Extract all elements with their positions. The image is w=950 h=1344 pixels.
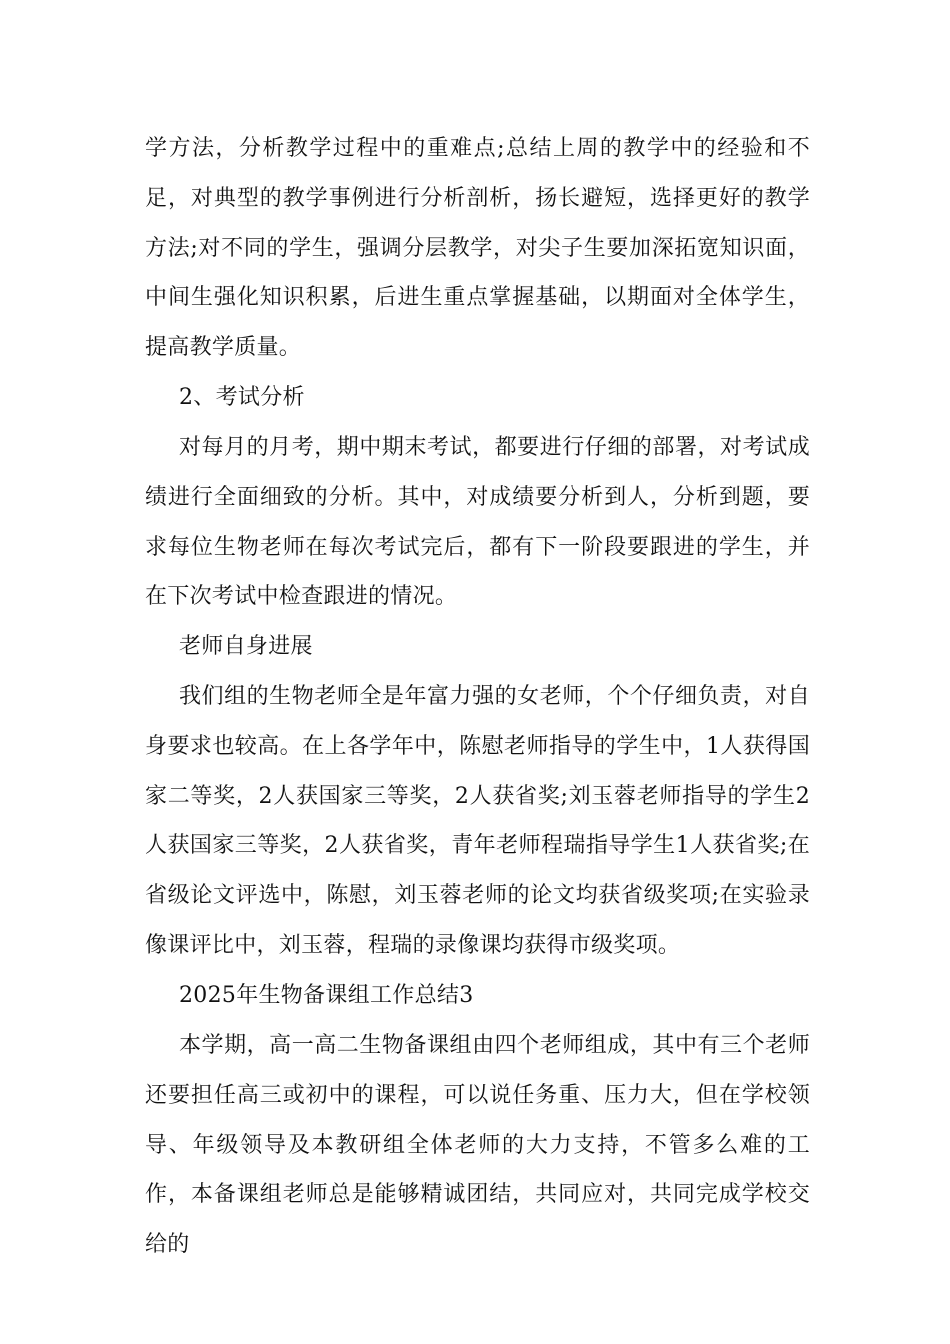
paragraph-teacher-development: 我们组的生物老师全是年富力强的女老师，个个仔细负责，对自身要求也较高。在上各学年中，陈慰老师指导的学生中，1人获得国家二等奖，2人获国家三等奖，2人获省奖;刘玉蓉老师指导的学生2人获国家三等奖，2人获省奖，青年老师程瑞指导学生1人获省奖;在省级论文评选中，陈慰，刘玉蓉老师的论文均获省级奖项;在实验录像课评比中，刘玉蓉，程瑞的录像课均获得市级奖项。 <box>145 684 810 958</box>
paragraph-semester-summary: 本学期，高一高二生物备课组由四个老师组成，其中有三个老师还要担任高三或初中的课程，可以说任务重、压力大，但在学校领导、年级领导及本教研组全体老师的大力支持，不管多么难的工作，本备课组老师总是能够精诚团结，共同应对，共同完成学校交给的 <box>145 1033 810 1258</box>
paragraph-teaching-methods: 学方法，分析教学过程中的重难点;总结上周的教学中的经验和不足，对典型的教学事例进行分析剖析，扬长避短，选择更好的教学方法;对不同的学生，强调分层教学，对尖子生要加深拓宽知识面，中间生强化知识积累，后进生重点掌握基础，以期面对全体学生，提高教学质量。 <box>145 136 810 361</box>
heading-teacher-development: 老师自身进展 <box>179 634 313 659</box>
heading-summary-3: 2025年生物备课组工作总结3 <box>179 983 474 1008</box>
heading-exam-analysis: 2、考试分析 <box>179 385 305 410</box>
paragraph-exam-analysis: 对每月的月考，期中期末考试，都要进行仔细的部署，对考试成绩进行全面细致的分析。其中，对成绩要分析到人，分析到题，要求每位生物老师在每次考试完后，都有下一阶段要跟进的学生，并在下次考试中检查跟进的情况。 <box>145 435 810 610</box>
